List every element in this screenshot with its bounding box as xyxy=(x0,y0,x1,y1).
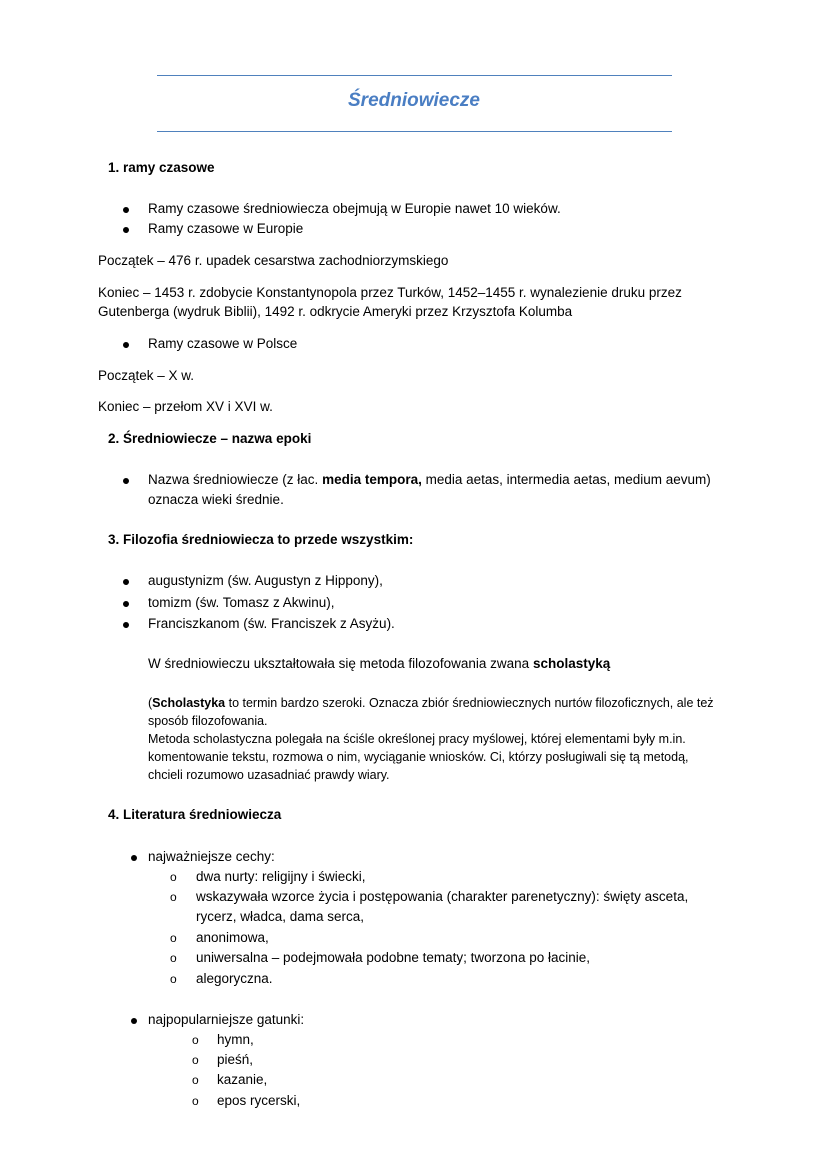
circle-bullet-icon: o xyxy=(192,1053,199,1067)
note-line: (Scholastyka to termin bardzo szeroki. Oznacza zbiór średniowiecznych nurtów filozoficznych, ale też xyxy=(148,696,714,710)
list-item: tomizm (św. Tomasz z Akwinu), xyxy=(148,595,335,610)
list-item: augustynizm (św. Augustyn z Hippony), xyxy=(148,573,383,588)
paragraph: Gutenberga (wydruk Biblii), 1492 r. odkrycie Ameryki przez Krzysztofa Kolumba xyxy=(98,304,573,319)
sub-list-item: wskazywała wzorce życia i postępowania (charakter parenetyczny): święty asceta, xyxy=(196,889,689,904)
sub-list-item-continuation: rycerz, władca, dama serca, xyxy=(196,909,365,924)
note-line: chcieli rozumowo uzasadniać prawdy wiary. xyxy=(148,768,390,782)
bullet-icon xyxy=(123,601,129,607)
paragraph: Koniec – przełom XV i XVI w. xyxy=(98,399,273,414)
bullet-icon xyxy=(131,855,137,861)
list-item: Ramy czasowe w Europie xyxy=(148,221,304,236)
section-2-heading: 2. Średniowiecze – nazwa epoki xyxy=(108,431,312,446)
list-item-continuation: oznacza wieki średnie. xyxy=(148,492,284,507)
sub-list-item: pieśń, xyxy=(217,1052,254,1067)
sub-list-item: hymn, xyxy=(217,1032,254,1047)
circle-bullet-icon: o xyxy=(192,1073,199,1087)
sub-list-item: alegoryczna. xyxy=(196,971,273,986)
bullet-icon xyxy=(123,227,129,233)
list-item: najpopularniejsze gatunki: xyxy=(148,1012,305,1027)
bullet-icon xyxy=(123,622,129,628)
note-line: Metoda scholastyczna polegała na ściśle określonej pracy myślowej, której elementami były m.in. xyxy=(148,732,686,746)
title-rule-top xyxy=(157,75,672,76)
circle-bullet-icon: o xyxy=(170,870,177,884)
list-item: Ramy czasowe w Polsce xyxy=(148,336,298,351)
list-item: Franciszkanom (św. Franciszek z Asyżu). xyxy=(148,616,395,631)
note-line: sposób filozofowania. xyxy=(148,714,268,728)
bullet-icon xyxy=(123,342,129,348)
bullet-icon xyxy=(131,1018,137,1024)
circle-bullet-icon: o xyxy=(170,890,177,904)
circle-bullet-icon: o xyxy=(192,1033,199,1047)
paragraph: Początek – X w. xyxy=(98,368,195,383)
bullet-icon xyxy=(123,207,129,213)
paragraph: W średniowieczu ukształtowała się metoda filozofowania zwana scholastyką xyxy=(148,656,611,671)
circle-bullet-icon: o xyxy=(170,972,177,986)
bullet-icon xyxy=(123,478,129,484)
circle-bullet-icon: o xyxy=(192,1094,199,1108)
section-3-heading: 3. Filozofia średniowiecza to przede wszystkim: xyxy=(108,532,414,547)
sub-list-item: epos rycerski, xyxy=(217,1093,301,1108)
section-4-heading: 4. Literatura średniowiecza xyxy=(108,807,282,822)
page-title: Średniowiecze xyxy=(348,90,480,111)
sub-list-item: kazanie, xyxy=(217,1072,268,1087)
title-rule-bottom xyxy=(157,131,672,132)
sub-list-item: anonimowa, xyxy=(196,930,269,945)
sub-list-item: dwa nurty: religijny i świecki, xyxy=(196,869,366,884)
circle-bullet-icon: o xyxy=(170,931,177,945)
circle-bullet-icon: o xyxy=(170,951,177,965)
bullet-icon xyxy=(123,579,129,585)
note-line: komentowanie tekstu, rozmowa o nim, wyciąganie wniosków. Ci, którzy posługiwali się tą metodą, xyxy=(148,750,689,764)
sub-list-item: uniwersalna – podejmowała podobne tematy; tworzona po łacinie, xyxy=(196,950,590,965)
list-item: Ramy czasowe średniowiecza obejmują w Europie nawet 10 wieków. xyxy=(148,201,561,216)
section-1-heading: 1. ramy czasowe xyxy=(108,160,215,175)
list-item: najważniejsze cechy: xyxy=(148,849,275,864)
paragraph: Początek – 476 r. upadek cesarstwa zachodniorzymskiego xyxy=(98,253,449,268)
list-item: Nazwa średniowiecze (z łac. media tempora, media aetas, intermedia aetas, medium aevum) xyxy=(148,472,711,487)
paragraph: Koniec – 1453 r. zdobycie Konstantynopola przez Turków, 1452–1455 r. wynalezienie druku przez xyxy=(98,285,682,300)
